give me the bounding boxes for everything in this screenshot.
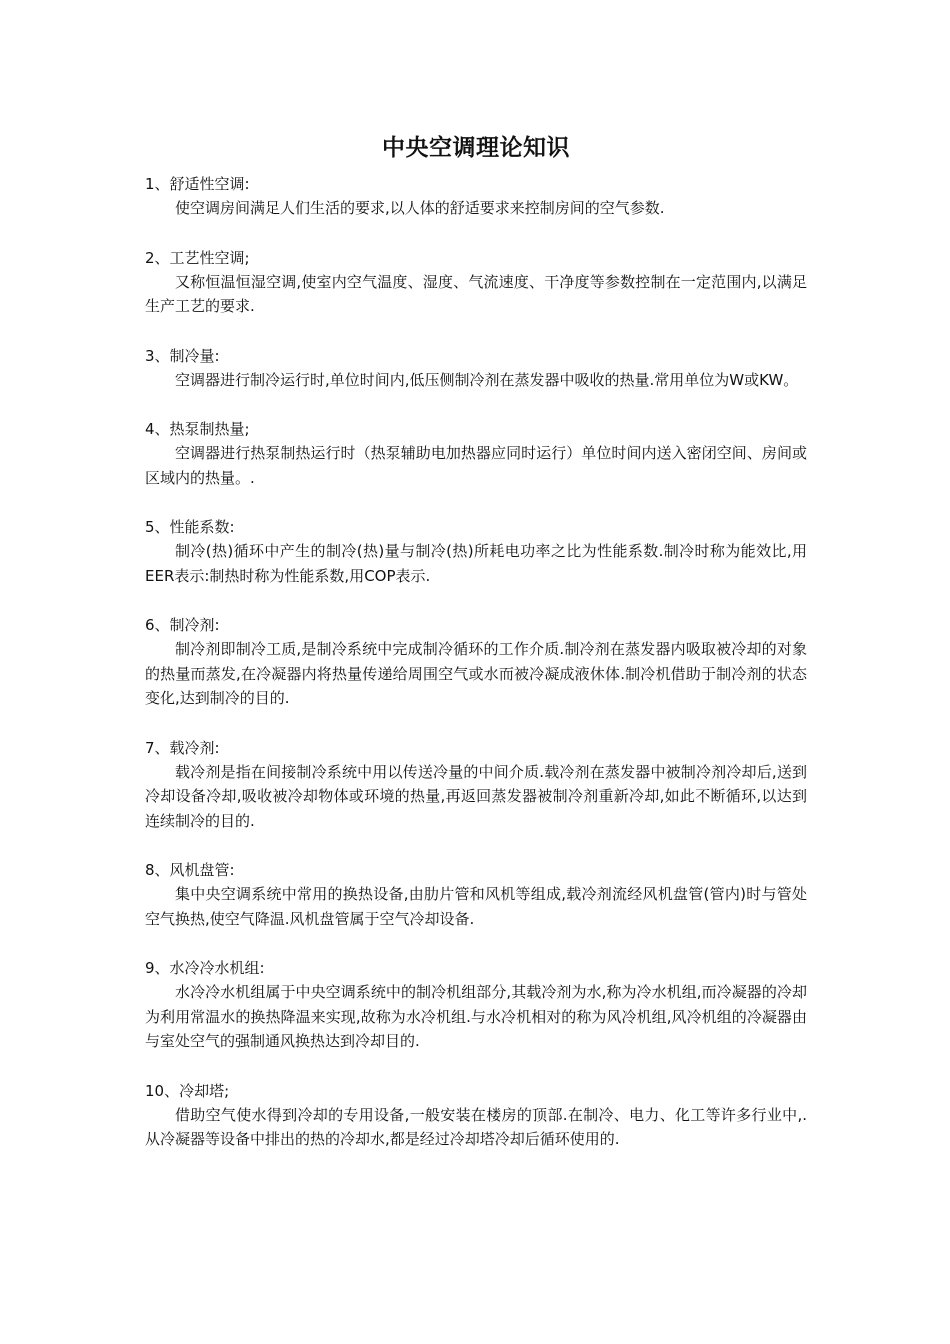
section-cooling-capacity xyxy=(145,344,807,393)
section-body: 集中央空调系统中常用的换热设备,由肋片管和风机等组成,载冷剂流经风机盘管(管内)时与管处空气换热,使空气降温.风机盘管属于空气冷却设备. xyxy=(145,885,807,928)
section-body: 又称恒温恒湿空调,使室内空气温度、湿度、气流速度、干净度等参数控制在一定范围内,以满足生产工艺的要求. xyxy=(145,272,807,315)
section-body: 借助空气使水得到冷却的专用设备,一般安装在楼房的顶部.在制冷、电力、化工等许多行业中,.从冷凝器等设备中排出的热的冷却水,都是经过冷却塔冷却后循环使用的. xyxy=(145,1105,807,1148)
section-comfort-ac xyxy=(145,172,807,221)
section-water-chiller xyxy=(145,956,807,1054)
section-body: 空调器进行热泵制热运行时（热泵辅助电加热器应同时运行）单位时间内送入密闭空间、房间或区域内的热量。. xyxy=(145,444,807,487)
section-heat-pump-capacity xyxy=(145,417,807,490)
section-fan-coil xyxy=(145,858,807,931)
section-body: 空调器进行制冷运行时,单位时间内,低压侧制冷剂在蒸发器中吸收的热量.常用单位为W或KW。 xyxy=(175,370,799,389)
section-performance-coefficient xyxy=(145,515,807,588)
section-cooling-tower xyxy=(145,1079,807,1152)
section-body: 载冷剂是指在间接制冷系统中用以传送冷量的中间介质.载冷剂在蒸发器中被制冷剂冷却后,送到冷却设备冷却,吸收被冷却物体或环境的热量,再返回蒸发器被制冷剂重新冷却,如此不断循环,以达到连续制冷的目的. xyxy=(145,762,807,830)
section-heading: 10、冷却塔; xyxy=(145,1081,230,1100)
section-process-ac xyxy=(145,246,807,319)
section-heading: 1、舒适性空调: xyxy=(145,175,250,193)
section-body: 水冷冷水机组属于中央空调系统中的制冷机组部分,其载冷剂为水,称为冷水机组,而冷凝器的冷却为利用常温水的换热降温来实现,故称为水冷机组.与水冷机相对的称为风冷机组,风冷机组的冷凝器由与室处空气的强制通风换热达到冷却目的. xyxy=(145,983,807,1050)
section-heading: 2、工艺性空调; xyxy=(145,248,250,267)
section-secondary-refrigerant xyxy=(145,736,807,834)
document-page xyxy=(145,128,807,1177)
section-body: 使空调房间满足人们生活的要求,以人体的舒适要求来控制房间的空气参数. xyxy=(175,199,665,217)
section-heading: 8、风机盘管: xyxy=(145,861,235,879)
section-heading: 6、制冷剂: xyxy=(145,616,220,634)
section-heading: 9、水冷冷水机组: xyxy=(145,959,265,977)
section-body: 制冷(热)循环中产生的制冷(热)量与制冷(热)所耗电功率之比为性能系数.制冷时称为能效比,用EER表示:制热时称为性能系数,用COP表示. xyxy=(145,542,807,585)
document-title: 中央空调理论知识 xyxy=(382,135,570,161)
section-heading: 3、制冷量: xyxy=(145,346,220,365)
section-body: 制冷剂即制冷工质,是制冷系统中完成制冷循环的工作介质.制冷剂在蒸发器内吸取被冷却的对象的热量而蒸发,在冷凝器内将热量传递给周围空气或水而被冷凝成液休体.制冷机借助于制冷剂的状态变化,达到制冷的目的. xyxy=(145,640,807,707)
section-heading: 4、热泵制热量; xyxy=(145,420,250,438)
section-heading: 5、性能系数: xyxy=(145,518,235,536)
section-heading: 7、载冷剂: xyxy=(145,738,220,757)
section-refrigerant xyxy=(145,613,807,711)
